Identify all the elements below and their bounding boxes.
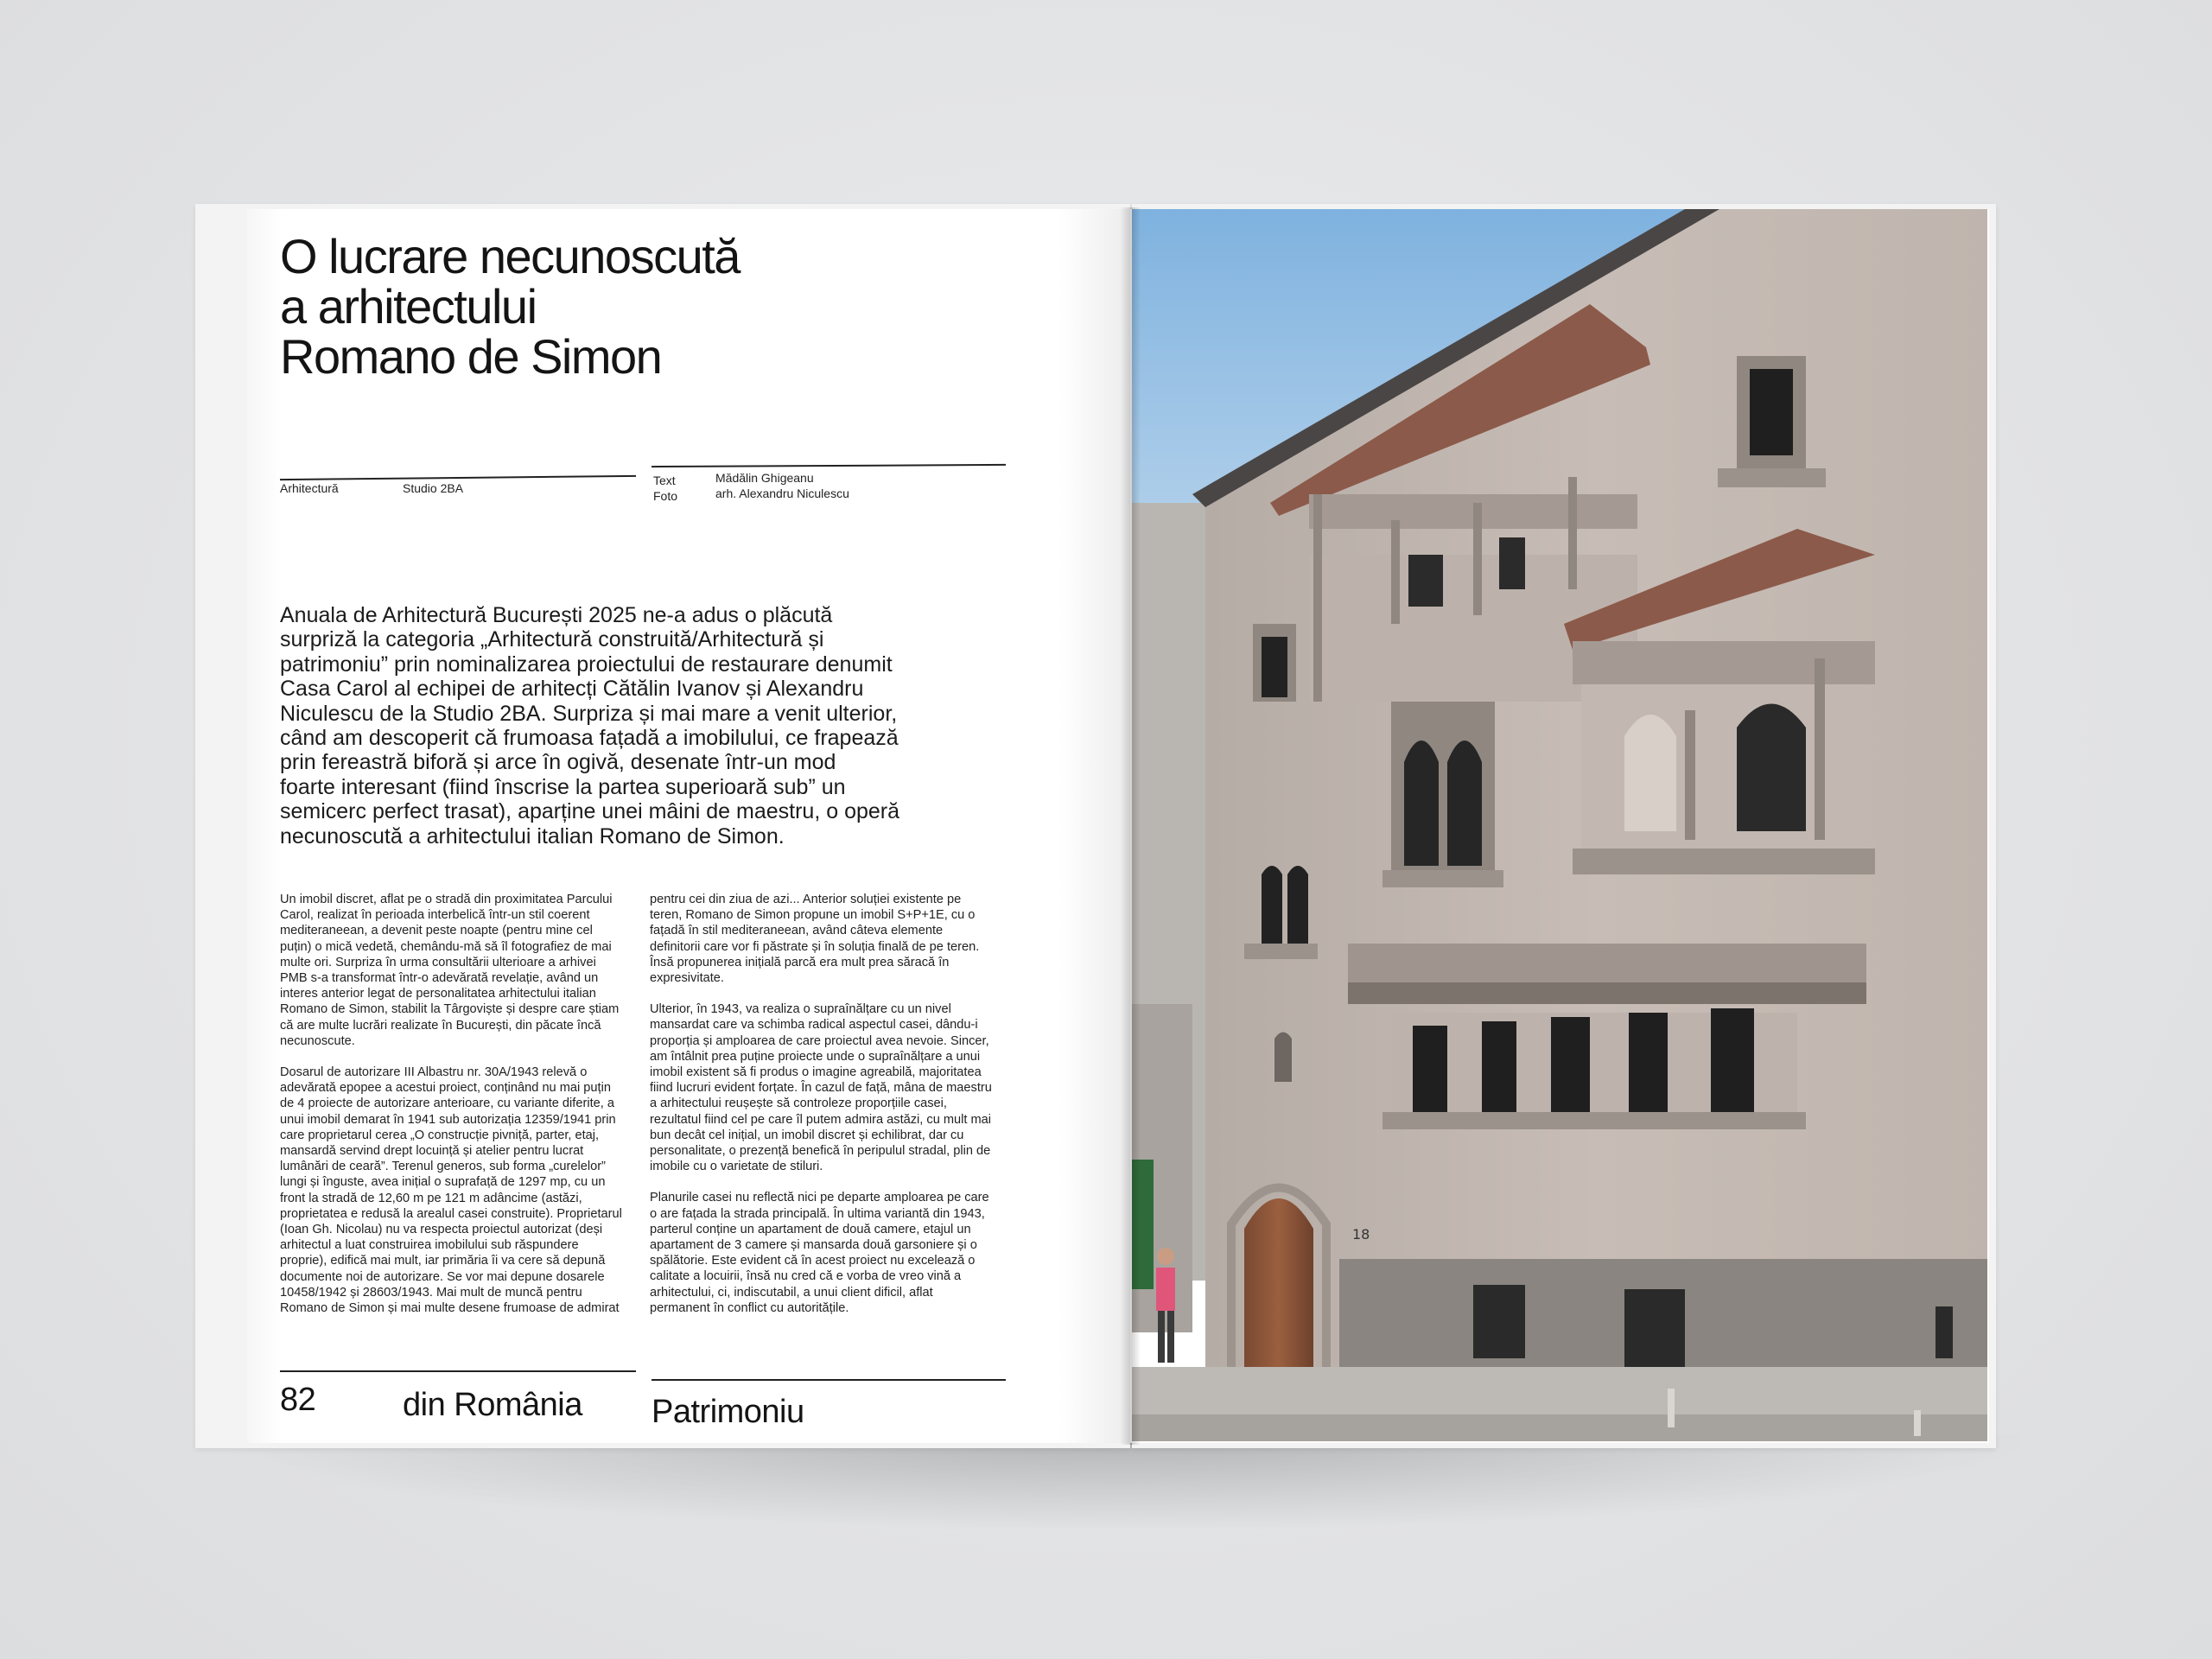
meta-photo-author: arh. Alexandru Niculescu — [715, 486, 849, 500]
page-number: 82 — [280, 1382, 316, 1418]
lead-line: patrimoniu” prin nominalizarea proiectului de restaurare denumit — [280, 652, 893, 677]
meta-studio: Studio 2BA — [403, 481, 464, 495]
body-paragraph: Ulterior, în 1943, va realiza o supraînălțare cu un nivel mansardat care va schimba radical aspectul casei, dându-i proporția și amploarea de care proiectul avea nevoie. Sincer, am întâlnit prea puține proiecte unde o supraînălțare a unui imobil existent să fi produs o imagine agreabilă, majoritatea fiind lucruri evident forțate. În cazul de față, mâna de maestru a arhitectului reușește să controleze proporțiile casei, rezultatul fiind cel pe care îl putem admira astăzi, cu mult mai bun decât cel inițial, un imobil discret și echilibrat, dar cu personalitate, o prezență benefică în peripulul stradal, plin de imobile cu o varietate de stiluri. — [650, 1002, 992, 1174]
body-paragraph: Dosarul de autorizare III Albastru nr. 30A/1943 relevă o adevărată epopee a acestui proiect, conținând nu mai puțin de 4 proiecte de autorizare anterioare, cu variante diferite, a unui imobil demarat în 1941 sub autorizația 12359/1941 prin care proprietarul cerea „O construcție pivniță, parter, etaj, mansardă servind drept locuință și atelier pentru lucrat lumânări de ceară”. Terenul generos, sub forma „curelelor” lungi și înguste, avea inițial o suprafață de 1297 mp, cu un front la stradă de 12,60 m pe 121 m adâncime (astăzi, proprietatea e redusă la arealul casei construite). Proprietarul (Ioan Gh. Nicolau) nu va respecta proiectul autorizat (deși arhitectul a luat construirea imobilului sub răspundere proprie), edifică mai mult, iar primăria îi va cere să depună documente noi de autorizare. Se vor mai depune dosarele 10458/1942 și 28603/1943. Mai mult de muncă pentru Romano de Simon și mai multe desene frumoase de admirat — [280, 1065, 622, 1316]
lead-line: când am descoperit că frumoasa fațadă a imobilului, ce frapează — [280, 726, 899, 751]
eave — [1348, 944, 1866, 982]
entrance-door — [1244, 1198, 1313, 1367]
building-photo — [1132, 209, 1987, 1441]
lead-line: Casa Carol al echipei de arhitecți Cătălin Ivanov și Alexandru — [280, 677, 864, 702]
title-line: a arhitectului — [280, 279, 537, 334]
lead-paragraph — [280, 603, 937, 849]
title-line: Romano de Simon — [280, 329, 662, 384]
lead-line: foarte interesant (fiind înscrise la partea superioară sub” un — [280, 774, 846, 799]
lead-line: semicerc perfect trasat), aparține unei mâini de maestru, o operă — [280, 799, 900, 824]
lead-line: prin fereastră biforă și arce în ogivă, desenate într-un mod — [280, 750, 836, 775]
magazine-shadow — [225, 1434, 2022, 1529]
footer-rule-left — [280, 1370, 636, 1372]
lead-line: Niculescu de la Studio 2BA. Surpriza și mai mare a venit ulterior, — [280, 701, 898, 726]
lead-line: Anuala de Arhitectură București 2025 ne-a adus o plăcută — [280, 603, 833, 627]
spine-gutter — [1120, 207, 1141, 1445]
body-paragraph: Un imobil discret, aflat pe o stradă din proximitatea Parcului Carol, realizat în perioada interbelică într-un stil coerent mediteraneean, a devenit peste noapte (pentru mine cel puțin) o mică vedetă, chemându-mă să îl fotografiez de mai multe ori. Surpriza în urma consultării ulterioare a arhivei PMB s-a transformat într-o adevărată revelație, având un interes anterior legat de personalitatea arhitectului italian Romano de Simon, stabilit la Târgoviște și despre care știam că are multe lucrări realizate în București, din păcate încă necunoscute. — [280, 893, 620, 1048]
section-name: Patrimoniu — [652, 1394, 804, 1430]
pedestrian — [1156, 1268, 1175, 1311]
meta-text-author: Mădălin Ghigeanu — [715, 471, 814, 485]
meta-photo-label: Foto — [653, 489, 678, 503]
magazine-name: din România — [403, 1387, 582, 1423]
house-number: 18 — [1352, 1226, 1370, 1243]
body-paragraph: Planurile casei nu reflectă nici pe departe amploarea pe care o are fațada la strada principală. În ultima variantă din 1943, parterul conține un apartament de două camere, etajul un apartament de 3 camere și mansarda două garsoniere și o spălătorie. Este evident că în acest proiect nu excelează o calitate a locuirii, însă nu cred că e vorba de vreo vină a arhitectului, ci, indiscutabil, a unui client dificil, aflat permanent în conflict cu autoritățile. — [650, 1191, 989, 1315]
lead-line: surpriză la categoria „Arhitectură construită/Arhitectură și — [280, 627, 824, 652]
lead-line: necunoscută a arhitectului italian Romano de Simon. — [280, 823, 785, 849]
body-column-1 — [280, 892, 624, 1332]
meta-text-label: Text — [653, 474, 676, 487]
footer-rule-right — [652, 1379, 1006, 1381]
title-line: O lucrare necunoscută — [280, 229, 740, 283]
body-paragraph: pentru cei din ziua de azi... Anterior soluției existente pe teren, Romano de Simon propune un imobil S+P+1E, cu o fațadă în stil mediteraneean, având câteva elemente definitorii care vor fi păstrate și în soluția finală de pe teren. Însă propunerea inițială parcă era mult prea săracă în expresivitate. — [650, 893, 980, 986]
body-column-2 — [650, 892, 994, 1332]
meta-category: Arhitectură — [280, 481, 339, 495]
article-title — [280, 229, 971, 384]
